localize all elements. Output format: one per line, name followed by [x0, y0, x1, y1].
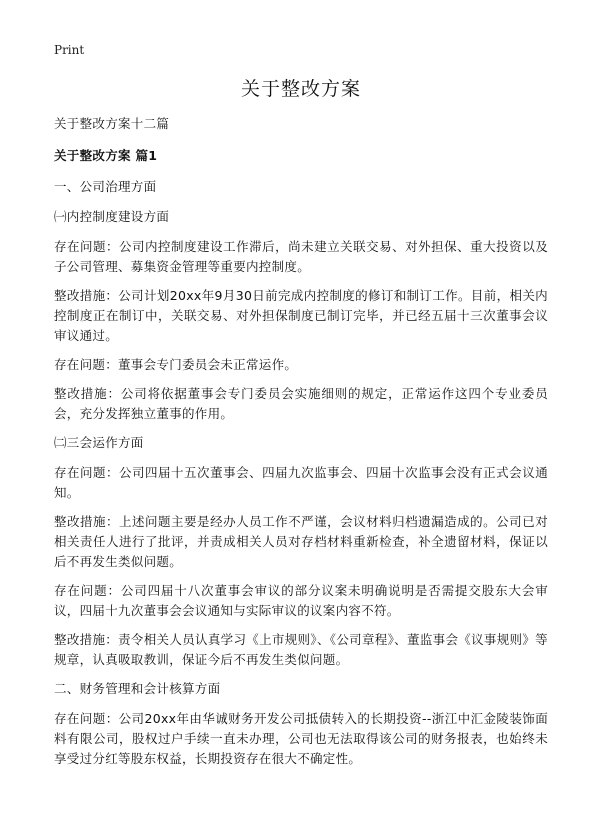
paragraph-issue-2: 存在问题：董事会专门委员会未正常运作。: [54, 357, 298, 372]
document-title: 关于整改方案: [240, 78, 361, 100]
heading-financial-management: 二、财务管理和会计核算方面: [54, 681, 221, 696]
subheading-three-meetings: ㈡三会运作方面: [54, 435, 144, 450]
heading-corporate-governance: 一、公司治理方面: [54, 179, 157, 194]
section-heading: 关于整改方案 篇1: [54, 148, 158, 163]
paragraph-issue-5: 存在问题：公司20xx年由华诚财务开发公司抵债转入的长期投资--浙江中汇金陵装饰面料有限公司，股权过户手续一直未办理，公司也无法取得该公司的财务报表，也始终未享受过分红等股东权益，长期投资存在很大不确定性。: [54, 711, 548, 766]
paragraph-measure-1: 整改措施：公司计划20xx年9月30日前完成内控制度的修订和制订工作。目前，相关内控制度正在制订中，关联交易、对外担保制度已制订完毕，并已经五届十三次董事会议审议通过。: [54, 288, 548, 343]
paragraph-measure-3: 整改措施：上述问题主要是经办人员工作不严谨，会议材料归档遗漏造成的。公司已对相关责任人进行了批评，并责成相关人员对存档材料重新检查，补全遗留材料，保证以后不再发生类似问题。: [54, 514, 548, 569]
document-subtitle: 关于整改方案十二篇: [54, 116, 170, 131]
paragraph-measure-4: 整改措施：责令相关人员认真学习《上市规则》、《公司章程》、董监事会《议事规则》等规章，认真吸取教训，保证今后不再发生类似问题。: [54, 632, 548, 667]
paragraph-issue-3: 存在问题：公司四届十五次董事会、四届九次监事会、四届十次监事会没有正式会议通知。: [54, 465, 548, 500]
subheading-internal-control: ㈠内控制度建设方面: [54, 209, 170, 224]
paragraph-issue-4: 存在问题：公司四届十八次董事会审议的部分议案未明确说明是否需提交股东大会审议，四届十九次董事会会议通知与实际审议的议案内容不符。: [54, 583, 548, 618]
paragraph-measure-2: 整改措施：公司将依据董事会专门委员会实施细则的规定，正常运作这四个专业委员会，充分发挥独立董事的作用。: [54, 386, 548, 421]
print-link[interactable]: Print: [54, 43, 85, 57]
paragraph-issue-1: 存在问题：公司内控制度建设工作滞后，尚未建立关联交易、对外担保、重大投资以及子公司管理、募集资金管理等重要内控制度。: [54, 239, 548, 274]
